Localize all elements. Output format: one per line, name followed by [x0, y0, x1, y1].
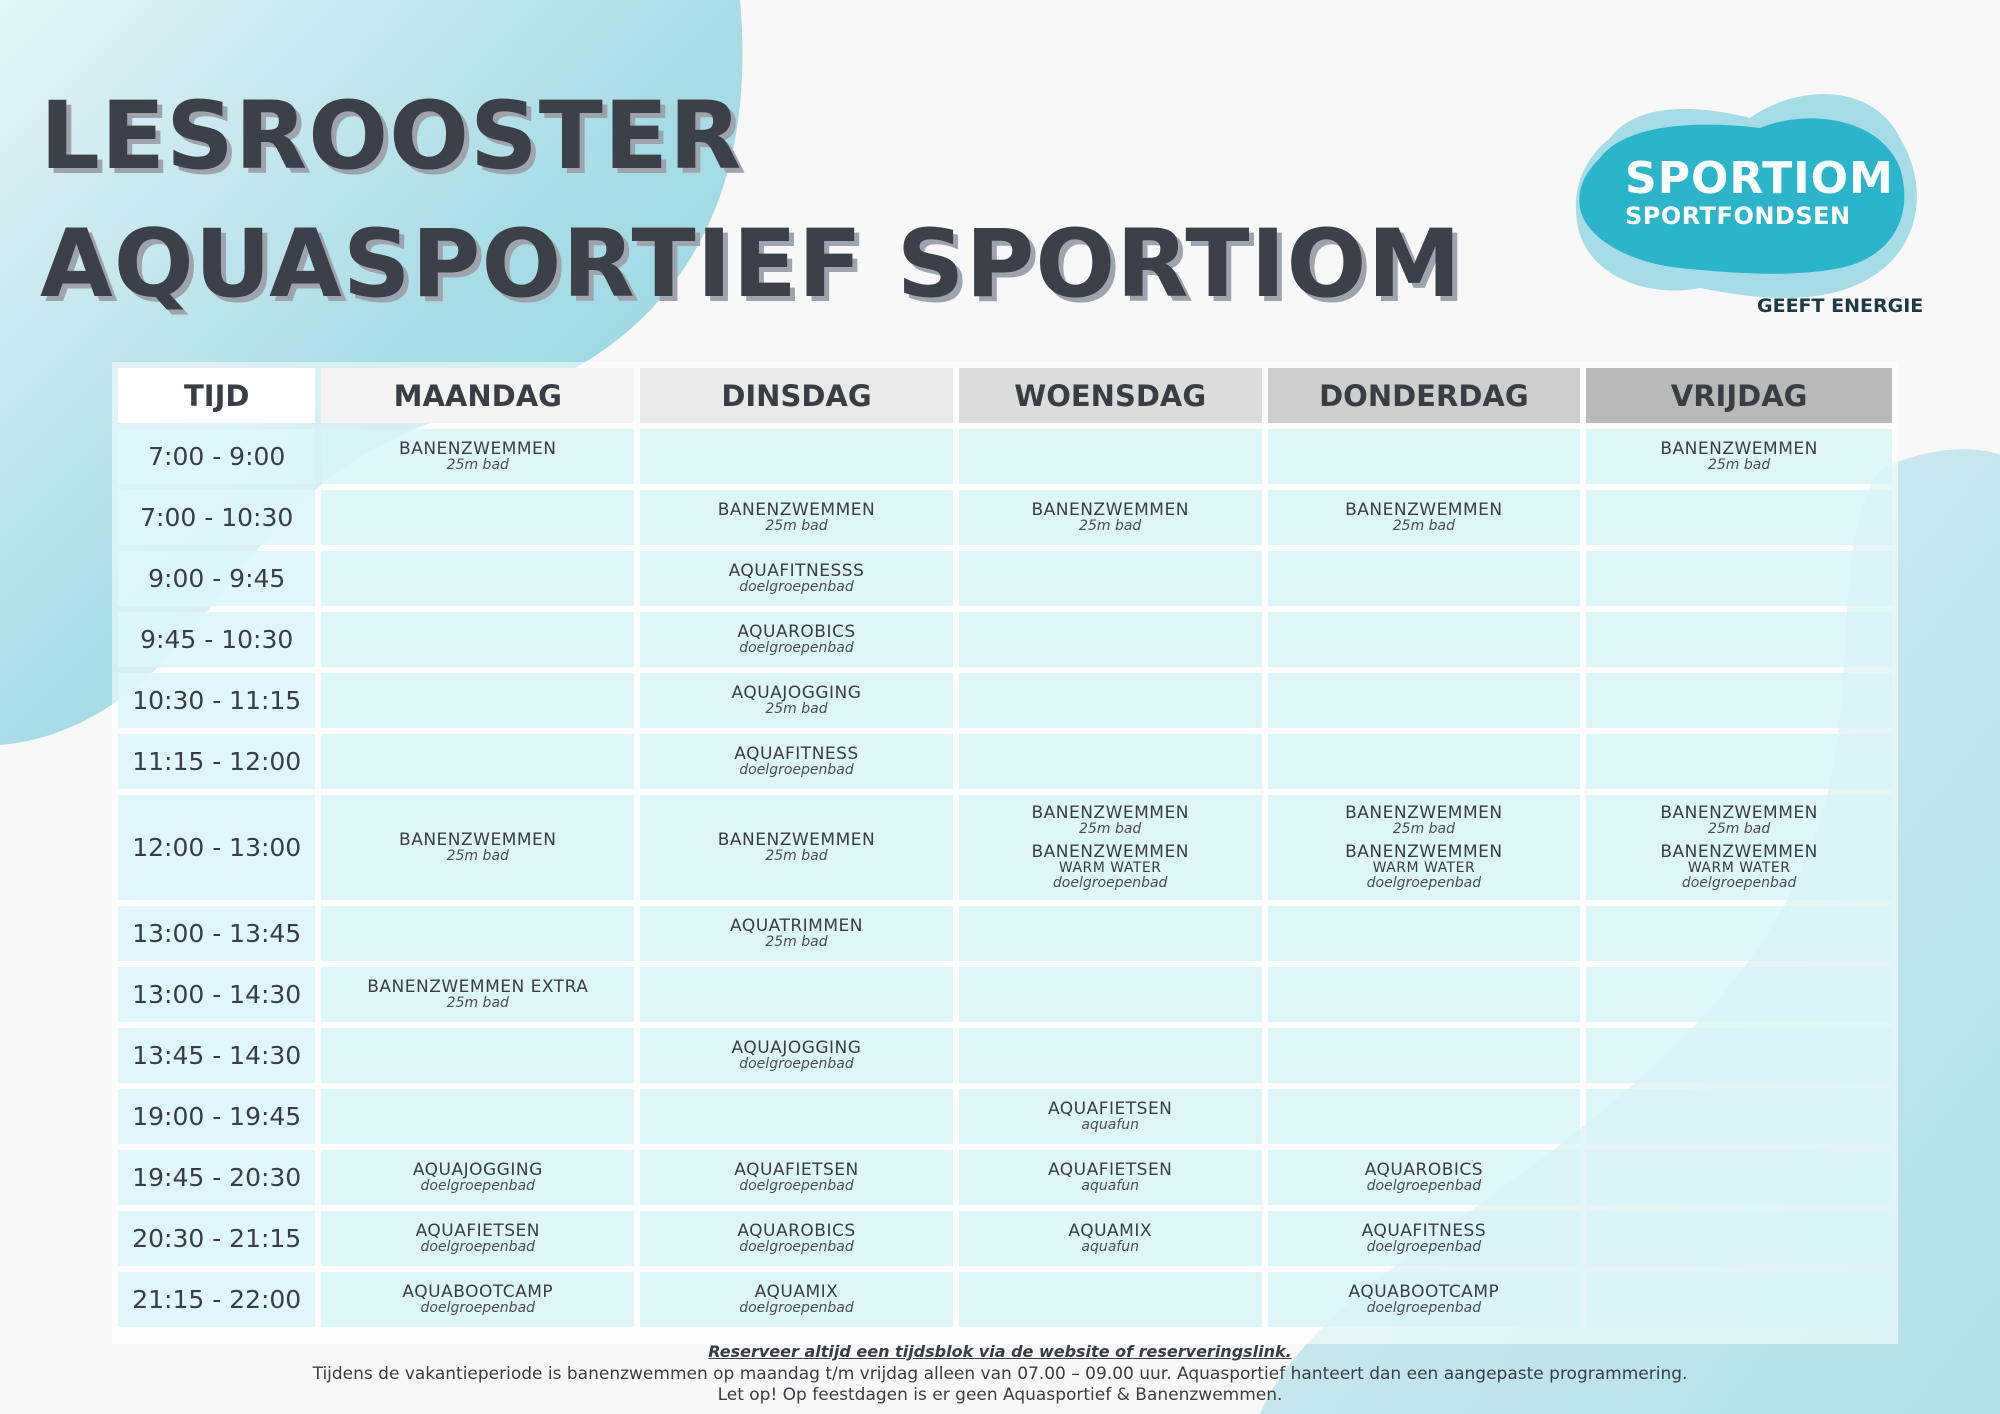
column-header-dinsdag: DINSDAG: [640, 368, 953, 423]
feestdagen-note: Let op! Op feestdagen is er geen Aquasportief & Banenzwemmen.: [717, 1385, 1283, 1405]
activity-name: BANENZWEMMEN: [1031, 500, 1189, 520]
activity: [321, 1161, 634, 1194]
activity: [1586, 440, 1892, 473]
time-slot: 21:15 - 22:00: [118, 1272, 315, 1327]
schedule-cell: [1586, 612, 1892, 667]
schedule-row: [118, 490, 1892, 545]
logo-name: SPORTIOM: [1625, 153, 1894, 204]
schedule-cell: [1268, 490, 1581, 545]
activity-name: AQUAFIETSEN: [1047, 1160, 1173, 1180]
activity: [640, 1283, 953, 1316]
activity-location: 25m bad: [1707, 821, 1771, 837]
schedule-cell: [1586, 1272, 1892, 1327]
activity-location: doelgroepenbad: [739, 579, 854, 595]
activity-name: BANENZWEMMEN: [717, 500, 876, 520]
activity-location: doelgroepenbad: [1366, 875, 1482, 891]
activity-extra: WARM WATER: [1058, 860, 1162, 876]
activity-location: doelgroepenbad: [739, 762, 854, 778]
activity-location: 25m bad: [1079, 821, 1142, 837]
schedule-row: [118, 1211, 1892, 1266]
column-header-maandag: MAANDAG: [321, 368, 634, 423]
schedule-cell: [959, 795, 1262, 900]
activity-name: BANENZWEMMEN: [1345, 500, 1503, 520]
schedule-row: [118, 551, 1892, 606]
schedule-cell: [321, 967, 634, 1022]
activity-location: 25m bad: [765, 701, 828, 717]
time-slot: 10:30 - 11:15: [118, 673, 315, 728]
schedule-cell: [959, 1272, 1262, 1327]
schedule-cell: [321, 1028, 634, 1083]
activity: [959, 843, 1262, 891]
activity-location: 25m bad: [446, 848, 509, 864]
schedule-cell: [1268, 1211, 1581, 1266]
activity-name: BANENZWEMMEN: [1345, 842, 1503, 862]
schedule-cell: [1586, 490, 1892, 545]
activity-name: AQUAJOGGING: [731, 683, 862, 703]
activity: [1268, 1222, 1581, 1255]
activity: [640, 684, 953, 717]
schedule-row: [118, 1089, 1892, 1144]
schedule-header-row: [118, 368, 1892, 423]
activity-extra: WARM WATER: [1372, 860, 1476, 876]
schedule-cell: [640, 795, 953, 900]
schedule-cell: [959, 1089, 1262, 1144]
activity-name: AQUAJOGGING: [731, 1038, 862, 1058]
activity: [1268, 1283, 1581, 1316]
activity-name: BANENZWEMMEN: [1660, 803, 1818, 823]
schedule-cell: [640, 906, 953, 961]
time-slot: 13:00 - 14:30: [118, 967, 315, 1022]
activity-location: 25m bad: [765, 934, 828, 950]
activity-name: BANENZWEMMEN: [1660, 842, 1818, 862]
schedule-row: [118, 1028, 1892, 1083]
time-slot: 12:00 - 13:00: [118, 795, 315, 900]
schedule-cell: [959, 906, 1262, 961]
schedule-row: [118, 612, 1892, 667]
activity-name: BANENZWEMMEN: [399, 830, 557, 850]
activity: [640, 1039, 953, 1072]
activity: [1268, 804, 1581, 837]
schedule-cell: [640, 967, 953, 1022]
activity: [640, 745, 953, 778]
schedule-cell: [959, 734, 1262, 789]
activity: [1586, 804, 1892, 837]
schedule-cell: [1268, 1150, 1581, 1205]
activity: [1586, 843, 1892, 891]
activity-name: AQUAMIX: [1068, 1221, 1152, 1241]
schedule-cell: [640, 1211, 953, 1266]
schedule-cell: [1268, 1272, 1581, 1327]
activity-name: AQUAFIETSEN: [415, 1221, 541, 1241]
activity-location: doelgroepenbad: [1366, 1300, 1482, 1316]
activity-location: 25m bad: [446, 995, 509, 1011]
activity-location: 25m bad: [1392, 821, 1456, 837]
schedule-cell: [640, 673, 953, 728]
column-header-woensdag: WOENSDAG: [959, 368, 1262, 423]
activity: [959, 1222, 1262, 1255]
activity-location: doelgroepenbad: [1052, 875, 1168, 891]
schedule-row: [118, 429, 1892, 484]
activity-name: AQUAROBICS: [737, 1221, 856, 1241]
schedule-table: [112, 362, 1898, 1333]
schedule-cell: [959, 1211, 1262, 1266]
holiday-note: Tijdens de vakantieperiode is banenzwemmen op maandag t/m vrijdag alleen van 07.00 – 09.00 uur. Aquasportief hanteert dan een aangepaste programmering.: [312, 1364, 1688, 1384]
schedule-cell: [640, 734, 953, 789]
activity: [640, 623, 953, 656]
activity-location: doelgroepenbad: [420, 1300, 536, 1316]
schedule-cell: [1268, 551, 1581, 606]
schedule-cell: [1586, 673, 1892, 728]
schedule-cell: [1586, 734, 1892, 789]
activity-extra: WARM WATER: [1687, 860, 1791, 876]
schedule-cell: [1586, 1150, 1892, 1205]
schedule-cell: [640, 551, 953, 606]
activity: [321, 831, 634, 864]
activity-location: doelgroepenbad: [739, 1056, 854, 1072]
activity-name: AQUABOOTCAMP: [402, 1282, 554, 1302]
schedule-cell: [959, 1150, 1262, 1205]
schedule-cell: [640, 1272, 953, 1327]
activity: [640, 1161, 953, 1194]
activity-location: 25m bad: [1392, 518, 1456, 534]
schedule-cell: [1268, 1028, 1581, 1083]
activity-location: doelgroepenbad: [1681, 875, 1797, 891]
activity-name: AQUABOOTCAMP: [1348, 1282, 1500, 1302]
activity-location: doelgroepenbad: [420, 1178, 536, 1194]
schedule-cell: [321, 906, 634, 961]
schedule-cell: [640, 1028, 953, 1083]
activity-location: 25m bad: [446, 457, 509, 473]
activity: [640, 562, 953, 595]
activity: [321, 440, 634, 473]
schedule-cell: [1586, 906, 1892, 961]
time-slot: 7:00 - 10:30: [118, 490, 315, 545]
time-slot: 11:15 - 12:00: [118, 734, 315, 789]
schedule-row: [118, 1150, 1892, 1205]
schedule-cell: [1586, 429, 1892, 484]
schedule-cell: [1586, 1028, 1892, 1083]
schedule-cell: [321, 1272, 634, 1327]
schedule-cell: [321, 490, 634, 545]
activity: [959, 1100, 1262, 1133]
time-slot: 7:00 - 9:00: [118, 429, 315, 484]
column-header-vrijdag: VRIJDAG: [1586, 368, 1892, 423]
schedule-cell: [1268, 967, 1581, 1022]
activity-name: AQUAMIX: [754, 1282, 839, 1302]
time-slot: 9:45 - 10:30: [118, 612, 315, 667]
schedule-row: [118, 734, 1892, 789]
activity-name: AQUATRIMMEN: [730, 916, 863, 936]
schedule-cell: [640, 1089, 953, 1144]
time-slot: 20:30 - 21:15: [118, 1211, 315, 1266]
schedule-cell: [640, 1150, 953, 1205]
time-slot: 19:45 - 20:30: [118, 1150, 315, 1205]
activity-name: AQUAFITNESSS: [728, 561, 865, 581]
schedule-cell: [959, 1028, 1262, 1083]
schedule-cell: [1268, 673, 1581, 728]
page-title-line2: AQUASPORTIEF SPORTIOM: [40, 210, 1462, 319]
activity-location: 25m bad: [765, 848, 828, 864]
activity-name: AQUAFITNESS: [734, 744, 859, 764]
activity-location: doelgroepenbad: [739, 1178, 854, 1194]
activity: [321, 1283, 634, 1316]
activity-name: BANENZWEMMEN: [399, 439, 557, 459]
activity: [321, 1222, 634, 1255]
schedule-cell: [1586, 795, 1892, 900]
activity: [959, 1161, 1262, 1194]
activity: [1268, 843, 1581, 891]
reservation-note: Reserveer altijd een tijdsblok via de website of reserveringslink.: [708, 1342, 1292, 1361]
activity: [1268, 501, 1581, 534]
activity-name: BANENZWEMMEN: [1031, 842, 1189, 862]
activity-location: doelgroepenbad: [420, 1239, 536, 1255]
schedule-cell: [1586, 1211, 1892, 1266]
schedule-cell: [959, 673, 1262, 728]
activity-location: aquafun: [1081, 1178, 1139, 1194]
schedule-cell: [1268, 734, 1581, 789]
activity-name: BANENZWEMMEN: [1345, 803, 1503, 823]
activity: [640, 831, 953, 864]
activity-location: aquafun: [1081, 1117, 1139, 1133]
activity: [640, 1222, 953, 1255]
schedule-cell: [1268, 429, 1581, 484]
schedule-cell: [321, 551, 634, 606]
schedule-cell: [321, 1089, 634, 1144]
schedule-table-container: [112, 362, 1898, 1344]
schedule-cell: [959, 551, 1262, 606]
activity-name: AQUAFIETSEN: [734, 1160, 859, 1180]
logo-subtitle: SPORTFONDSEN: [1625, 202, 1851, 230]
schedule-cell: [321, 673, 634, 728]
schedule-cell: [959, 429, 1262, 484]
activity-location: doelgroepenbad: [1366, 1239, 1482, 1255]
schedule-cell: [321, 1150, 634, 1205]
activity: [959, 804, 1262, 837]
schedule-row: [118, 906, 1892, 961]
activity-location: aquafun: [1081, 1239, 1139, 1255]
schedule-cell: [1268, 795, 1581, 900]
time-slot: 9:00 - 9:45: [118, 551, 315, 606]
schedule-cell: [1586, 551, 1892, 606]
schedule-cell: [1268, 1089, 1581, 1144]
activity-name: BANENZWEMMEN: [1660, 439, 1818, 459]
column-header-tijd: TIJD: [118, 368, 315, 423]
schedule-cell: [640, 429, 953, 484]
schedule-cell: [1586, 967, 1892, 1022]
schedule-cell: [1268, 906, 1581, 961]
activity-name: AQUAROBICS: [1364, 1160, 1484, 1180]
activity-name: AQUAFITNESS: [1361, 1221, 1487, 1241]
activity-name: AQUAFIETSEN: [1047, 1099, 1173, 1119]
activity-location: 25m bad: [765, 518, 828, 534]
schedule-cell: [1586, 1089, 1892, 1144]
activity-name: BANENZWEMMEN: [1031, 803, 1189, 823]
activity-name: AQUAROBICS: [737, 622, 856, 642]
time-slot: 13:00 - 13:45: [118, 906, 315, 961]
activity-name: AQUAJOGGING: [412, 1160, 543, 1180]
sportiom-logo: [1570, 78, 1930, 328]
column-header-donderdag: DONDERDAG: [1268, 368, 1581, 423]
activity-location: 25m bad: [1707, 457, 1771, 473]
time-slot: 19:00 - 19:45: [118, 1089, 315, 1144]
schedule-row: [118, 967, 1892, 1022]
activity: [959, 501, 1262, 534]
activity: [321, 978, 634, 1011]
schedule-cell: [321, 612, 634, 667]
page-title-line1: LESROOSTER: [40, 82, 743, 191]
schedule-cell: [640, 490, 953, 545]
schedule-row: [118, 795, 1892, 900]
schedule-row: [118, 1272, 1892, 1327]
activity-name: BANENZWEMMEN: [717, 830, 876, 850]
schedule-cell: [959, 612, 1262, 667]
schedule-cell: [321, 734, 634, 789]
activity: [640, 917, 953, 950]
activity-location: doelgroepenbad: [739, 640, 854, 656]
activity: [640, 501, 953, 534]
logo-tagline: GEEFT ENERGIE: [1757, 295, 1924, 317]
activity: [1268, 1161, 1581, 1194]
schedule-cell: [321, 429, 634, 484]
schedule-cell: [321, 795, 634, 900]
activity-location: doelgroepenbad: [1366, 1178, 1482, 1194]
activity-location: doelgroepenbad: [739, 1239, 854, 1255]
schedule-cell: [640, 612, 953, 667]
schedule-cell: [959, 490, 1262, 545]
schedule-cell: [1268, 612, 1581, 667]
schedule-row: [118, 673, 1892, 728]
activity-location: doelgroepenbad: [739, 1300, 854, 1316]
schedule-cell: [959, 967, 1262, 1022]
time-slot: 13:45 - 14:30: [118, 1028, 315, 1083]
schedule-cell: [321, 1211, 634, 1266]
activity-name: BANENZWEMMEN EXTRA: [367, 977, 589, 997]
activity-location: 25m bad: [1079, 518, 1142, 534]
